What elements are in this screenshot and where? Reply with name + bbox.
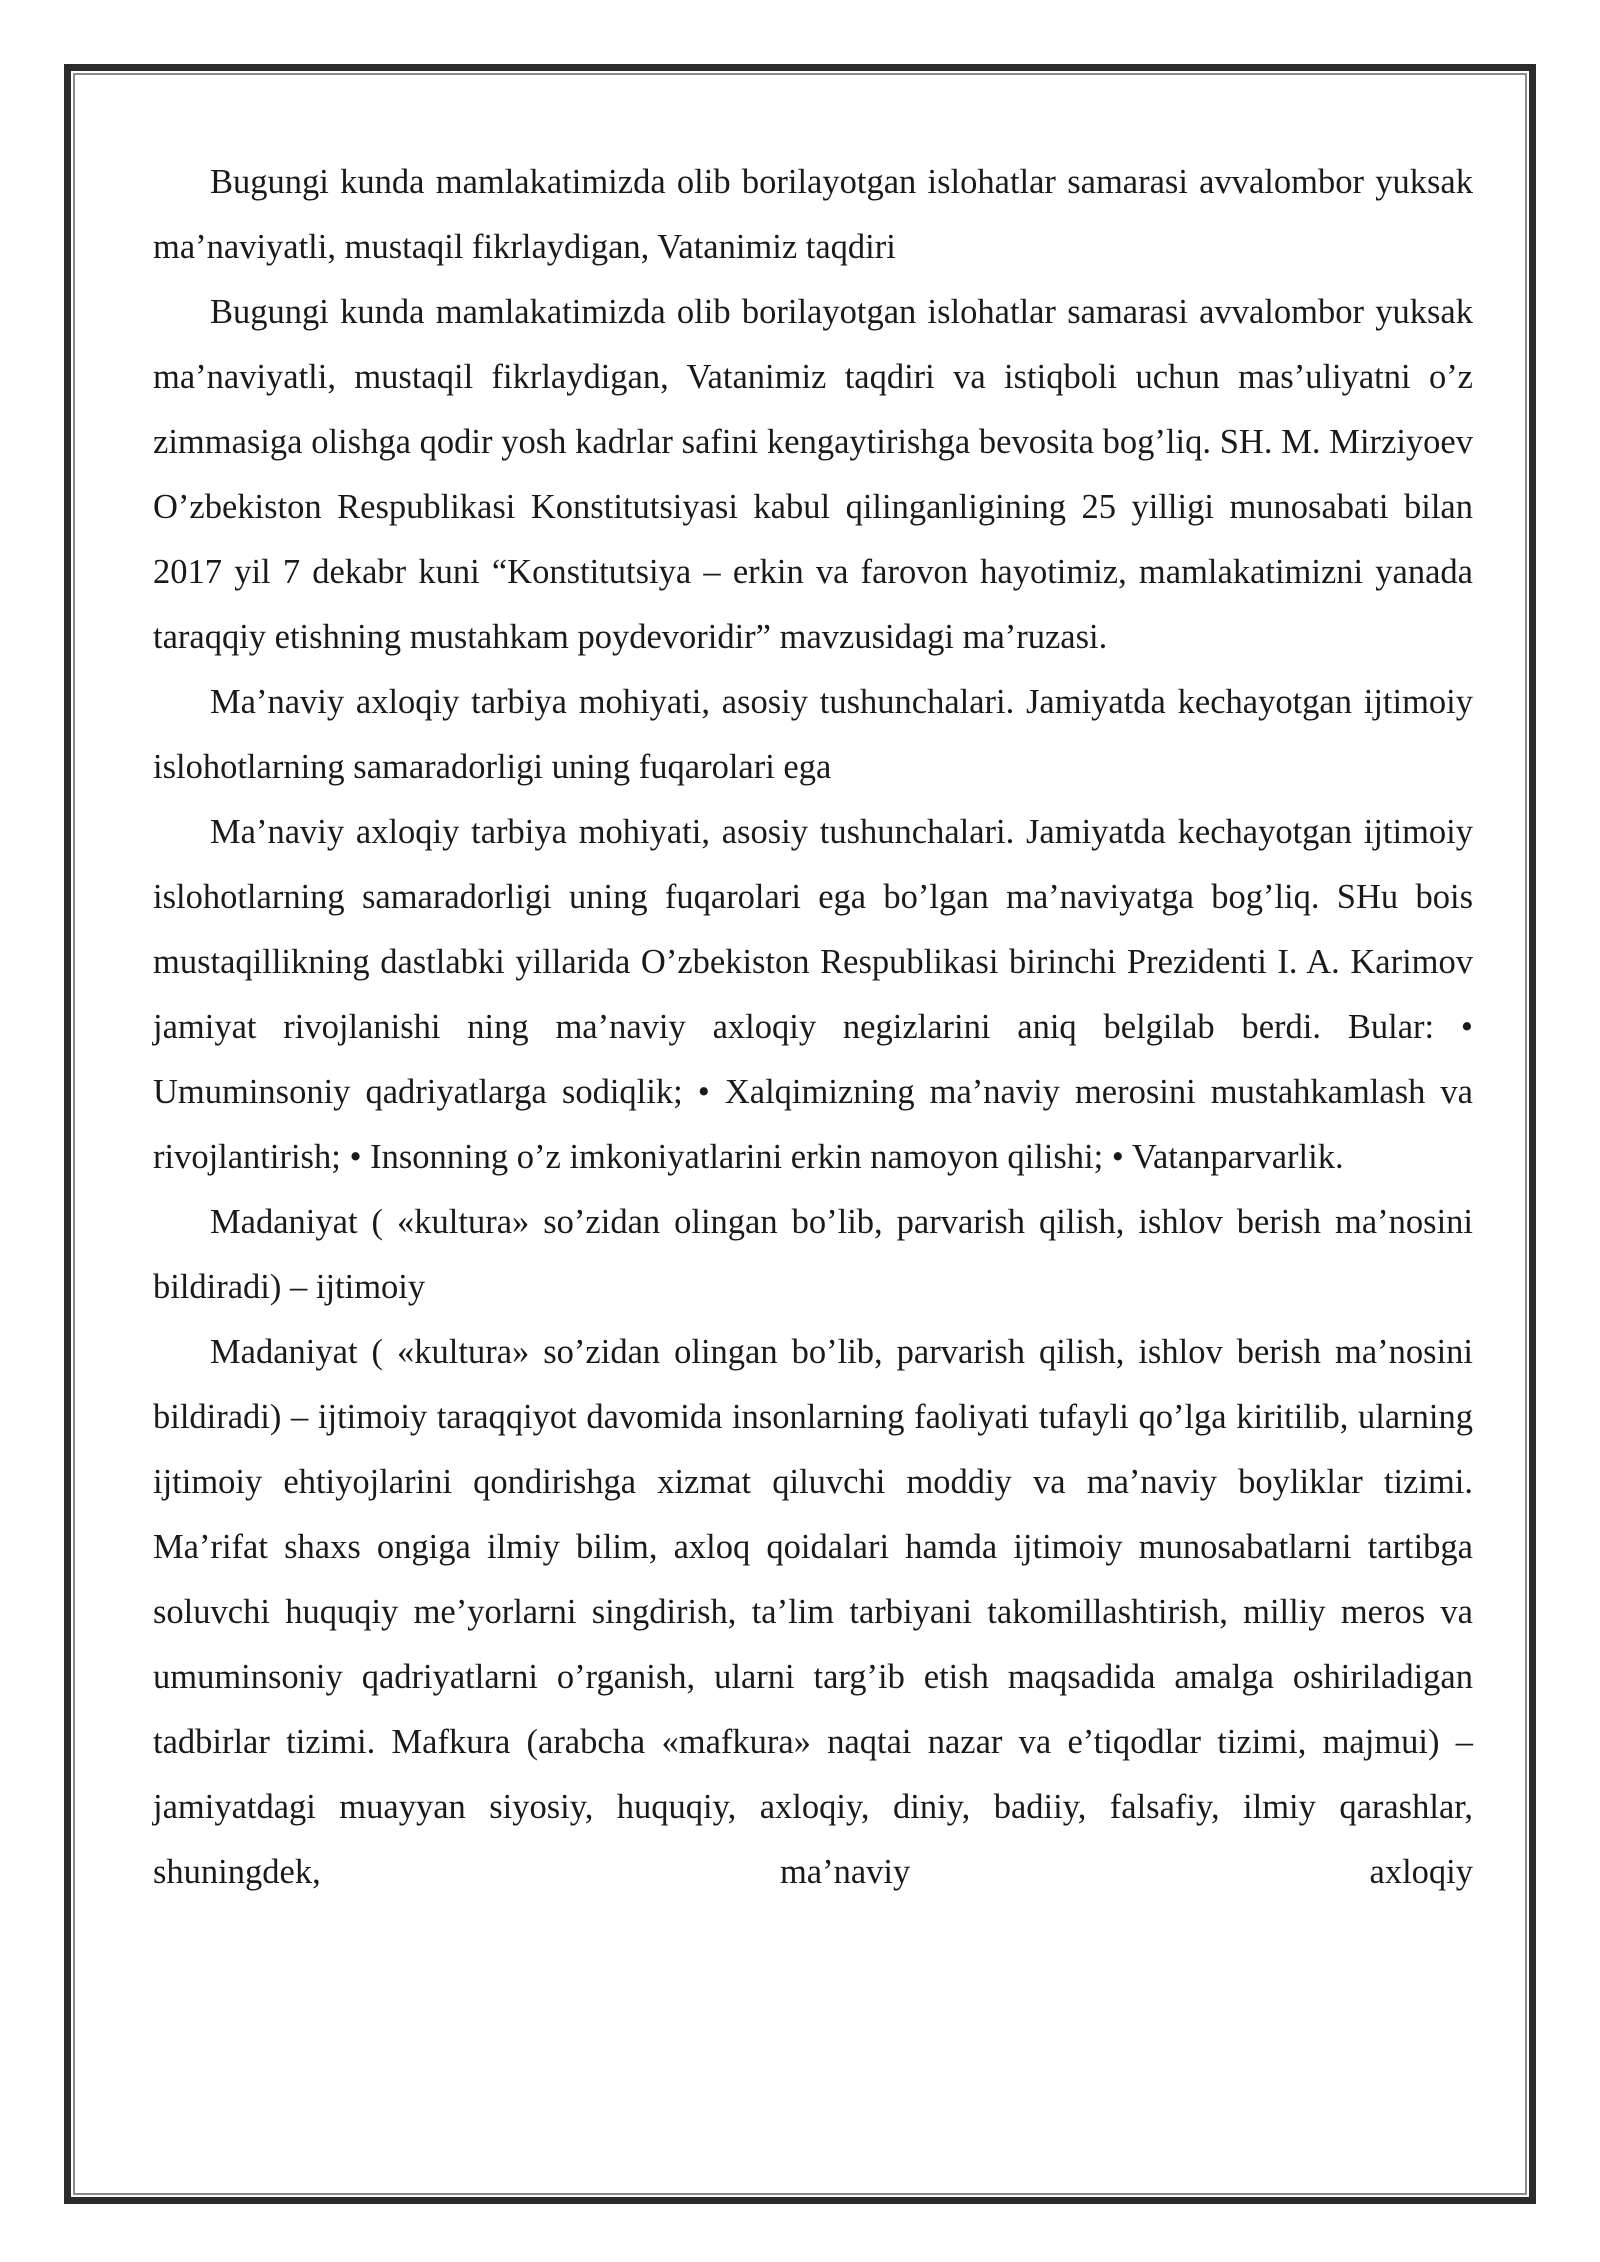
paragraph-5: Madaniyat ( «kultura» so’zidan olingan bo’lib, parvarish qilish, ishlov berish ma’nosini bildiradi) – ijtimoiy (153, 1203, 1473, 1306)
paragraph-3: Ma’naviy axloqiy tarbiya mohiyati, asosiy tushunchalari. Jamiyatda kechayotgan ijtimoiy islohotlarning samaradorligi uning fuqarolari ega (153, 683, 1473, 786)
document-body (153, 150, 1473, 1905)
paragraph-2: Bugungi kunda mamlakatimizda olib borilayotgan islohatlar samarasi avvalombor yuksak ma’naviyatli, mustaqil fikrlaydigan, Vatanimiz taqdiri va istiqboli uchun mas’uliyatni o’z zimmasiga olishga qodir yosh kadrlar safini kengaytirishga bevosita bog’liq. SH. M. Mirziyoev O’zbekiston Respublikasi Konstitutsiyasi kabul qilinganligining 25 yilligi munosabati bilan 2017 yil 7 dekabr kuni “Konstitutsiya – erkin va farovon hayotimiz, mamlakatimizni yanada taraqqiy etishning mustahkam poydevoridir” mavzusidagi ma’ruzasi. (153, 293, 1473, 656)
paragraph-1: Bugungi kunda mamlakatimizda olib borilayotgan islohatlar samarasi avvalombor yuksak ma’naviyatli, mustaqil fikrlaydigan, Vatanimiz taqdiri (153, 163, 1473, 266)
paragraph-4: Ma’naviy axloqiy tarbiya mohiyati, asosiy tushunchalari. Jamiyatda kechayotgan ijtimoiy islohotlarning samaradorligi uning fuqarolari ega bo’lgan ma’naviyatga bog’liq. SHu bois mustaqillikning dastlabki yillarida O’zbekiston Respublikasi birinchi Prezidenti I. A. Karimov jamiyat rivojlanishi ning ma’naviy axloqiy negizlarini aniq belgilab berdi. Bular: • Umuminsoniy qadriyatlarga sodiqlik; • Xalqimizning ma’naviy merosini mustahkamlash va rivojlantirish; • Insonning o’z imkoniyatlarini erkin namoyon qilishi; • Vatanparvarlik. (153, 813, 1473, 1176)
paragraph-6: Madaniyat ( «kultura» so’zidan olingan bo’lib, parvarish qilish, ishlov berish ma’nosini bildiradi) – ijtimoiy taraqqiyot davomida insonlarning faoliyati tufayli qo’lga kiritilib, ularning ijtimoiy ehtiyojlarini qondirishga xizmat qiluvchi moddiy va ma’naviy boyliklar tizimi. Ma’rifat shaxs ongiga ilmiy bilim, axloq qoidalari hamda ijtimoiy munosabatlarni tartibga soluvchi huquqiy me’yorlarni singdirish, ta’lim tarbiyani takomillashtirish, milliy meros va umuminsoniy qadriyatlarni o’rganish, ularni targ’ib etish maqsadida amalga oshiriladigan tadbirlar tizimi. Mafkura (arabcha «mafkura» naqtai nazar va e’tiqodlar tizimi, majmui) – jamiyatdagi muayyan siyosiy, huquqiy, axloqiy, diniy, badiiy, falsafiy, ilmiy qarashlar, shuningdek, ma’naviy axloqiy (153, 1333, 1473, 1891)
